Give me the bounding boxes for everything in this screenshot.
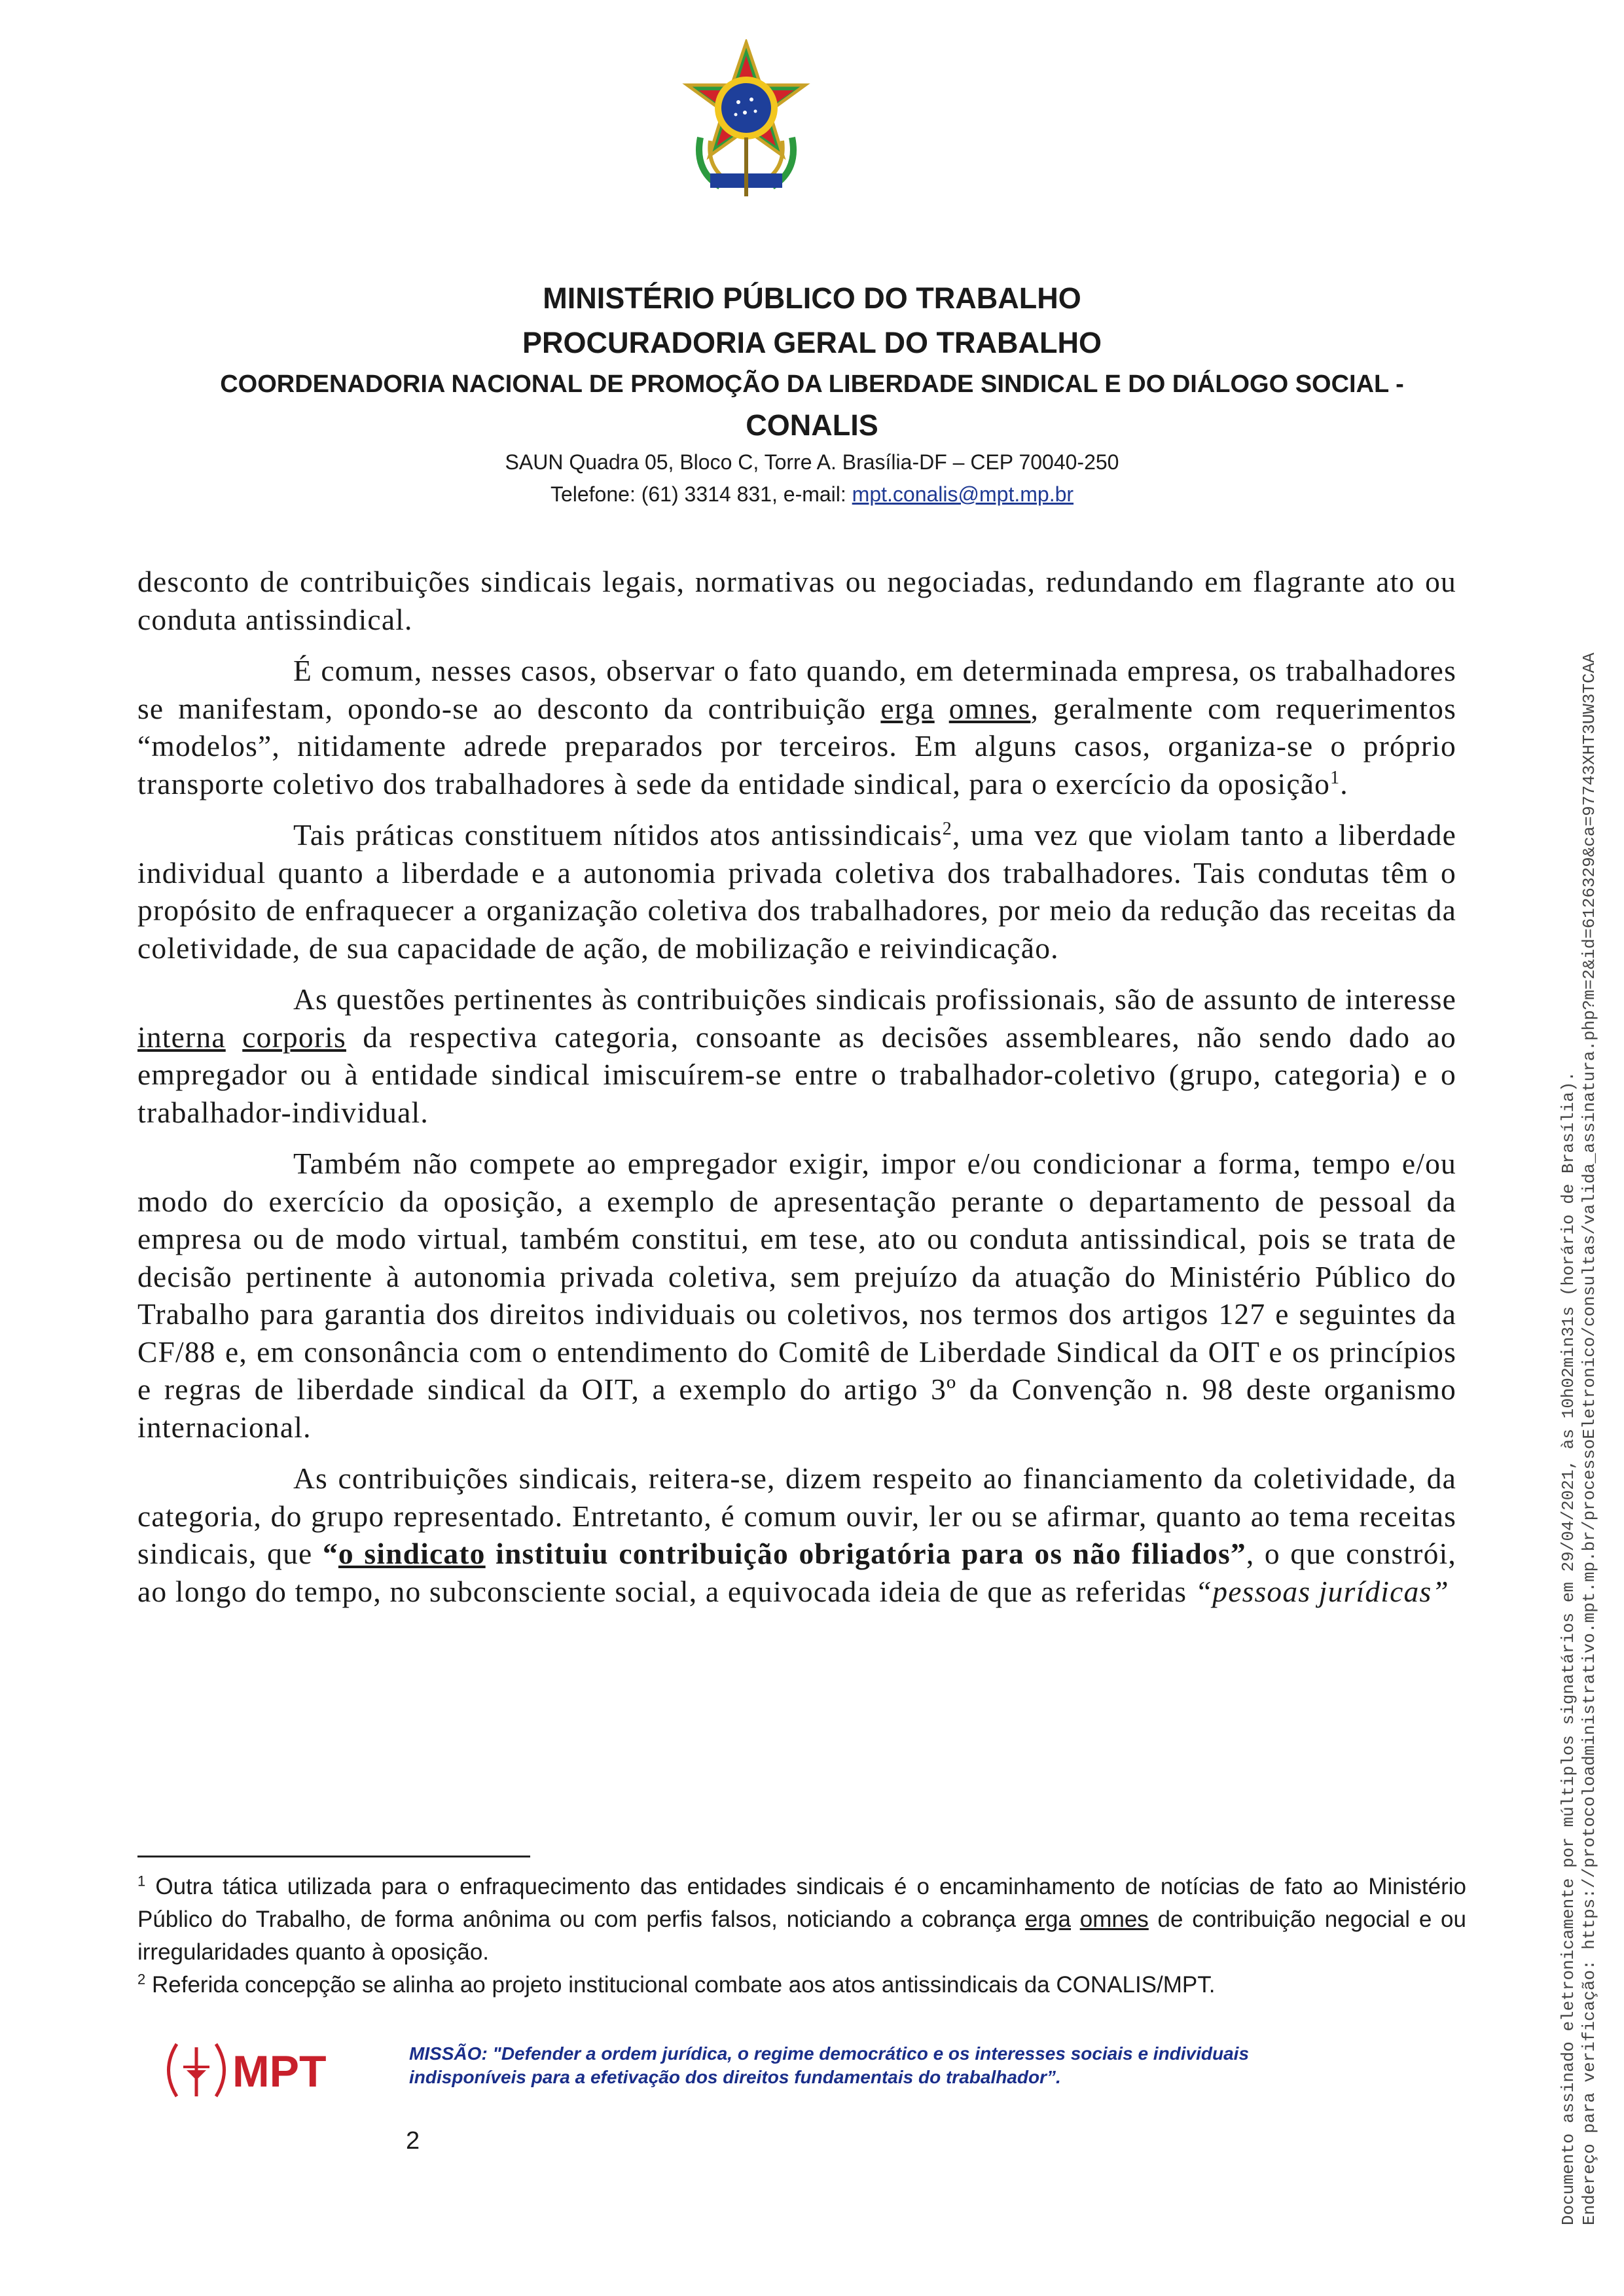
term-erga: erga — [1024, 1907, 1071, 1932]
text: As questões pertinentes às contribuições sindicais profissionais, são de assunto de interesse — [293, 982, 1456, 1016]
footnote-number: 2 — [137, 1971, 146, 1988]
text: Outra tática utilizada para o enfraquecimento das entidades sindicais é o encaminhamento de notícias de fato ao Ministério Público do Trabalho, de forma anônima ou com perfis falsos, noticiando a cobrança — [137, 1874, 1466, 1932]
paragraph-2 — [137, 652, 1456, 802]
document-body — [137, 563, 1456, 1624]
footnote-2 — [137, 1969, 1466, 2001]
paragraph-4 — [137, 980, 1456, 1131]
text: , geralmente com requerimentos “modelos”, nitidamente adrede preparados por terceiros. Em alguns casos, organiza-se o próprio transporte coletivo dos trabalhadores à sede da entidade sindical, para o exercício da oposição — [137, 691, 1456, 800]
text: . — [1340, 766, 1348, 800]
ministry-title: MINISTÉRIO PÚBLICO DO TRABALHO — [543, 281, 1081, 315]
term-interna: interna — [137, 1020, 226, 1054]
mission-statement — [409, 2042, 1456, 2089]
text: de contribuição negocial e ou irregularidades quanto à oposição. — [137, 1907, 1466, 1965]
address-line: SAUN Quadra 05, Bloco C, Torre A. Brasília-DF – CEP 70040-250 — [505, 450, 1119, 474]
brazil-coat-of-arms-icon — [674, 39, 818, 203]
term-omnes: omnes — [1079, 1907, 1149, 1932]
term-o-sindicato: o sindicato — [338, 1537, 486, 1570]
contact-line — [0, 482, 1624, 507]
coordination-name: COORDENADORIA NACIONAL DE PROMOÇÃO DA LIBERDADE SINDICAL E DO DIÁLOGO SOCIAL - — [220, 370, 1404, 398]
text: , o que constrói, ao longo do tempo, no subconsciente social, a equivocada ideia de que as referidas — [137, 1537, 1456, 1608]
mission-line-2: indisponíveis para a efetivação dos direitos fundamentais do trabalhador”. — [409, 2067, 1061, 2087]
paragraph-3 — [137, 816, 1456, 967]
conalis-acronym: CONALIS — [746, 408, 878, 442]
text: Tais práticas constituem nítidos atos antissindicais — [293, 818, 943, 852]
stamp-line-2[interactable]: Endereço para verificação: https://protocoloadministrativo.mpt.mp.br/processoEletronico/consultas/valida_assinatura.php?m=2&id=6126329&ca=97743XHT3UW3TCAA — [1579, 653, 1599, 2225]
term-erga: erga — [880, 691, 935, 725]
text: É comum, nesses casos, observar o fato quando, em determinada empresa, os trabalhadores se manifestam, opondo-se ao desconto da contribuição — [137, 654, 1456, 725]
bold-quote: instituiu contribuição obrigatória para os não filiados” — [485, 1537, 1246, 1570]
footnote-1 — [137, 1871, 1466, 1969]
term-corporis: corporis — [242, 1020, 346, 1054]
stamp-line-1: Documento assinado eletronicamente por múltiplos signatários em 29/04/2021, às 10h02min31s (horário de Brasília). — [1559, 1071, 1578, 2225]
page-number: 2 — [406, 2127, 420, 2155]
text: , uma vez que violam tanto a liberdade individual quanto a liberdade e a autonomia privada coletiva dos trabalhadores. Tais condutas têm o propósito de enfraquecer a organização coletiva dos trabalhadores, por meio da redução das receitas da coletividade, de sua capacidade de ação, de mobilização e reivindicação. — [137, 818, 1456, 965]
paragraph-1: desconto de contribuições sindicais legais, normativas ou negociadas, redundando em flagrante ato ou conduta antissindical. — [137, 565, 1456, 636]
signature-verification-stamp — [1558, 653, 1600, 2225]
paragraph-5: Também não compete ao empregador exigir, impor e/ou condicionar a forma, tempo e/ou modo do exercício da oposição, a exemplo de apresentação perante o departamento de pessoal da empresa ou de modo virtual, também constitui, em tese, ato ou conduta antissindical, pois se trata de decisão pertinente à autonomia privada coletiva, sem prejuízo da atuação do Ministério Público do Trabalho para garantia dos direitos individuais ou coletivos, nos termos dos artigos 127 e seguintes da CF/88 e, em consonância com o entendimento do Comitê de Liberdade Sindical da OIT e os princípios e regras de liberdade sindical da OIT, a exemplo do artigo 3º da Convenção n. 98 deste organismo internacional. — [137, 1147, 1456, 1444]
paragraph-6 — [137, 1460, 1456, 1610]
procuradoria-subtitle: PROCURADORIA GERAL DO TRABALHO — [522, 326, 1102, 359]
mission-line-1: MISSÃO: "Defender a ordem jurídica, o regime democrático e os interesses sociais e individuais — [409, 2043, 1250, 2064]
mpt-logo-text: MPT — [232, 2047, 327, 2096]
text: Referida concepção se alinha ao projeto institucional combate aos atos antissindicais da CONALIS/MPT. — [145, 1972, 1216, 1998]
email-link[interactable]: mpt.conalis@mpt.mp.br — [852, 482, 1074, 506]
text: As contribuições sindicais, reitera-se, dizem respeito ao financiamento da coletividade, da categoria, do grupo representado. Entretanto, é comum ouvir, ler ou se afirmar, quanto ao tema receitas sindicais, que — [137, 1462, 1456, 1570]
phone-text: Telefone: (61) 3314 831, e-mail: — [550, 482, 852, 506]
footnote-divider — [137, 1856, 530, 1857]
mpt-logo-icon — [157, 2034, 367, 2106]
term-omnes: omnes — [948, 691, 1031, 725]
footnotes — [137, 1871, 1466, 2001]
italic-quote: “pessoas jurídicas” — [1195, 1574, 1449, 1608]
text: da respectiva categoria, consoante as decisões assembleares, não sendo dado ao empregador ou à entidade sindical imiscuírem-se entre o trabalhador-coletivo (grupo, categoria) e o trabalhador-individual. — [137, 1020, 1457, 1129]
footnote-number: 1 — [137, 1873, 146, 1890]
quote-open: “ — [322, 1537, 338, 1570]
footnote-ref-1[interactable]: 1 — [1330, 767, 1341, 788]
footnote-ref-2[interactable]: 2 — [942, 818, 952, 839]
